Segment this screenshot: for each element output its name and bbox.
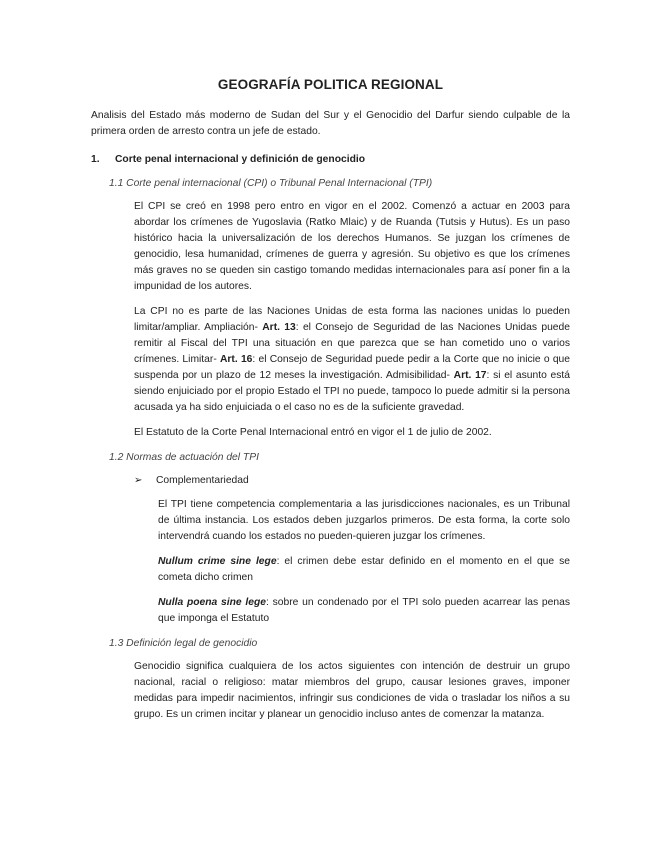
genocide-definition-paragraph: Genocidio significa cualquiera de los actos siguientes con intención de destruir un grupo nacional, racial o religioso: matar miembros del grupo, causar lesiones graves, imponer medidas para impedir nacimientos, infringir sus condiciones de vida o trasladar los niños a su grupo. Es un crimen incitar y planear un genocidio incluso antes de comenzar la matanza. [134, 661, 570, 720]
intro-paragraph: Analisis del Estado más moderno de Sudan del Sur y el Genocidio del Darfur siendo culpable de la primera orden de arresto contra un jefe de estado. [91, 110, 570, 137]
text-run: La CPI no es parte de las Naciones Unidas de esta forma las naciones unidas lo pueden limitar/ampliar. Ampliación- [134, 306, 570, 333]
document-title: GEOGRAFÍA POLITICA REGIONAL [217, 77, 444, 92]
subsection-heading-1-3: 1.3 Definición legal de genocidio [109, 638, 258, 649]
nulla-poena-paragraph [91, 595, 570, 627]
subsection-heading-1-1: 1.1 Corte penal internacional (CPI) o Tribunal Penal Internacional (TPI) [109, 178, 433, 189]
latin-term: Nullum crime sine lege [158, 556, 277, 567]
text-run: : el Consejo de Seguridad puede pedir a la Corte que no inicie o que suspenda por un plazo de 12 meses la investigación. Admisibilidad- [134, 354, 570, 381]
cpi-paragraph-2 [91, 304, 570, 416]
text-run: : el Consejo de Seguridad de las Naciones Unidas puede remitir al Fiscal del TPI una situación en que parezca que se han cometido uno o varios crímenes. Limitar- [134, 322, 570, 365]
nullum-crime-paragraph [91, 554, 570, 586]
complementarity-paragraph: El TPI tiene competencia complementaria a las jurisdicciones nacionales, es un Tribunal de última instancia. Los estados deben juzgarlos primeros. De esta forma, la corte solo intervendrá cuando los estados no pueden-quieren juzgar los crímenes. [158, 499, 570, 542]
section-title: Corte penal internacional y definición de genocidio [115, 154, 366, 165]
text-run: : si el asunto está siendo enjuiciado por el propio Estado el TPI no puede, tampoco lo puede admitir si la persona acusada ya ha sido enjuiciada o el caso no es de la suficiente gravedad. [134, 370, 570, 413]
bullet-item [91, 473, 570, 489]
text-run: : sobre un condenado por el TPI solo pueden acarrear las penas que imponga el Estatuto [158, 597, 570, 624]
text-run: : el crimen debe estar definido en el momento en el que se cometa dicho crimen [158, 556, 570, 583]
article-17-ref: Art. 17 [453, 370, 487, 381]
article-16-ref: Art. 16 [219, 354, 253, 365]
bullet-label: Complementariedad [156, 475, 249, 486]
cpi-paragraph-1: El CPI se creó en 1998 pero entro en vigor en el 2002. Comenzó a actuar en 2003 para abordar los crímenes de Yugoslavia (Ratko Mlaic) y de Ruanda (Tutsis y Hutus). Es un paso histórico hacia la universalización de los derechos Humanos. Se juzgan los crímenes de genocidio, lesa humanidad, crímenes de guerra y agresión. Su objetivo es que los crímenes más graves no se queden sin castigo tomando medidas internacionales para así poner fin a la impunidad de los autores. [134, 201, 570, 292]
subsection-heading-1-2: 1.2 Normas de actuación del TPI [109, 452, 259, 463]
latin-term: Nulla poena sine lege [158, 597, 266, 608]
section-number: 1. [91, 154, 100, 165]
article-13-ref: Art. 13 [262, 322, 296, 333]
section-heading-1 [91, 152, 570, 168]
cpi-paragraph-3: El Estatuto de la Corte Penal Internacional entró en vigor el 1 de julio de 2002. [134, 427, 492, 438]
arrow-bullet-icon: ➢ [134, 475, 143, 486]
